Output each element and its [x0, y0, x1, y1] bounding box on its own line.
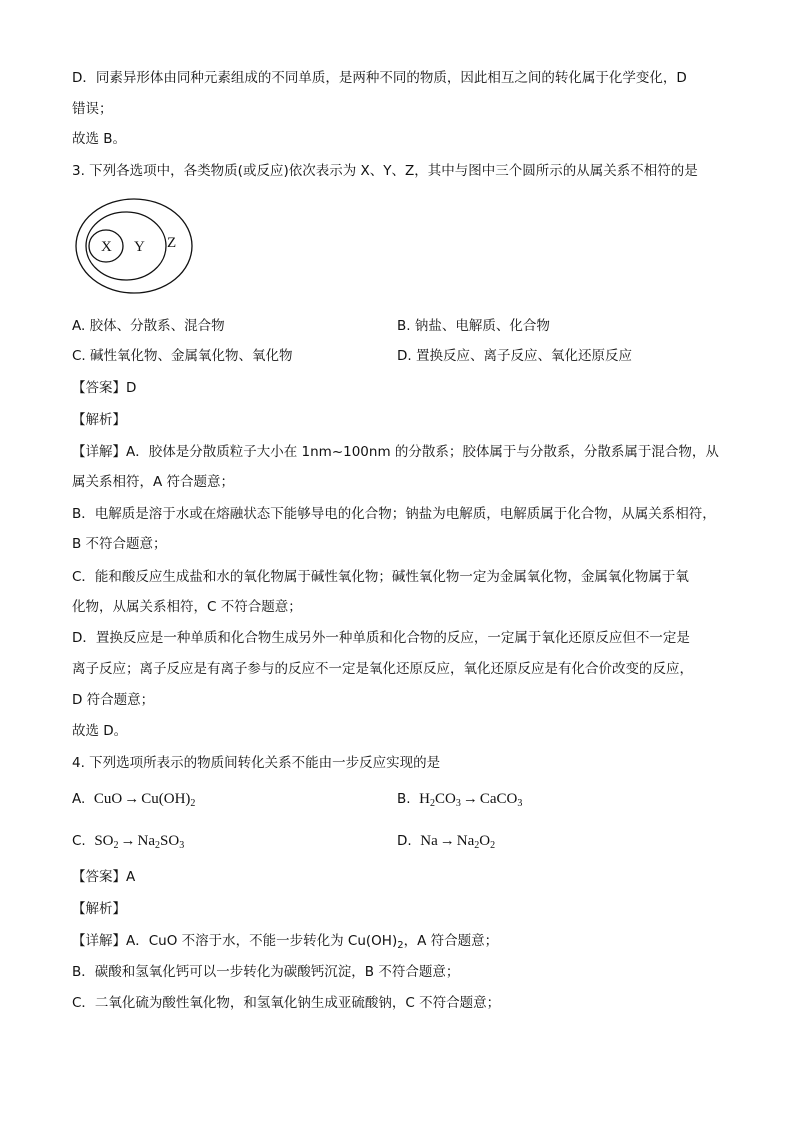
question-3-stem: 3. 下列各选项中，各类物质(或反应)依次表示为 X、Y、Z，其中与图中三个圆所示的从属关系不相符的是: [72, 163, 698, 179]
option-letter: D.: [397, 833, 412, 849]
text-line: B．碳酸和氢氧化钙可以一步转化为碳酸钙沉淀，B 不符合题意；: [72, 964, 460, 980]
text-line: C．二氧化硫为酸性氧化物，和氢氧化钠生成亚硫酸钠，C 不符合题意；: [72, 995, 501, 1011]
text-line: 【详解】A．CuO 不溶于水，不能一步转化为 $Cu(OH)_2$，A 符合题意；: [72, 933, 499, 951]
arrow-icon: →: [120, 833, 136, 849]
circle-y: [86, 212, 166, 280]
question-4-stem: 4. 下列选项所表示的物质间转化关系不能由一步反应实现的是: [72, 755, 441, 771]
text-line: 离子反应；离子反应是有离子参与的反应不一定是氧化还原反应，氧化还原反应是有化合价改变的反应，: [72, 661, 693, 677]
formula-to: CaCO$_3$: [479, 791, 523, 809]
option-letter: B.: [397, 791, 411, 807]
option-b: B. 钠盐、电解质、化合物: [397, 318, 550, 334]
answer-label: 【答案】D: [72, 380, 137, 396]
formula-from: Na: [420, 833, 438, 849]
arrow-icon: →: [439, 833, 455, 849]
formula-to: $Cu(OH)_2$: [141, 791, 196, 809]
q4-option-d: [397, 831, 495, 851]
label-y: Y: [134, 239, 145, 255]
text-line: 故选 B。: [72, 131, 127, 147]
label-z: Z: [167, 235, 177, 251]
analysis-label: 【解析】: [72, 901, 126, 917]
text-line: 【详解】A．胶体是分散质粒子大小在 1nm~100nm 的分散系；胶体属于与分散系，分散系属于混合物，从: [72, 444, 719, 460]
q4-option-b: [397, 789, 522, 809]
text-line: B．电解质是溶于水或在熔融状态下能够导电的化合物；钠盐为电解质，电解质属于化合物，从属关系相符，: [72, 506, 716, 522]
text-line: D．同素异形体由同种元素组成的不同单质，是两种不同的物质，因此相互之间的转化属于化学变化，D: [72, 70, 687, 86]
text-line: C．能和酸反应生成盐和水的氧化物属于碱性氧化物；碱性氧化物一定为金属氧化物，金属氧化物属于氧: [72, 569, 689, 585]
formula-from: $H_2CO_3$: [419, 791, 461, 809]
answer-label: 【答案】A: [72, 869, 136, 885]
text-line: 错误；: [72, 101, 113, 117]
q4-option-c: [72, 831, 184, 851]
text-line: D 符合题意；: [72, 692, 155, 708]
arrow-icon: →: [124, 791, 140, 807]
formula-from: $SO_2$: [94, 833, 119, 851]
text-line: B 不符合题意；: [72, 536, 167, 552]
label-x: X: [101, 239, 112, 255]
venn-diagram: [74, 196, 194, 296]
option-letter: C.: [72, 833, 86, 849]
text-line: D．置换反应是一种单质和化合物生成另外一种单质和化合物的反应，一定属于氧化还原反应但不一定是: [72, 630, 690, 646]
analysis-label: 【解析】: [72, 412, 126, 428]
text-line: 属关系相符，A 符合题意；: [72, 474, 235, 490]
option-d: D. 置换反应、离子反应、氧化还原反应: [397, 348, 632, 364]
option-c: C. 碱性氧化物、金属氧化物、氧化物: [72, 348, 293, 364]
arrow-icon: →: [462, 791, 478, 807]
formula-to: $Na_2O_2$: [456, 833, 496, 851]
option-a: A. 胶体、分散系、混合物: [72, 318, 225, 334]
formula-from: CuO: [93, 791, 123, 807]
formula-to: $Na_2SO_3$: [137, 833, 185, 851]
q4-option-a: [72, 789, 195, 809]
text-line: 化物，从属关系相符，C 不符合题意；: [72, 599, 302, 615]
option-letter: A.: [72, 791, 86, 807]
text-line: 故选 D。: [72, 723, 128, 739]
